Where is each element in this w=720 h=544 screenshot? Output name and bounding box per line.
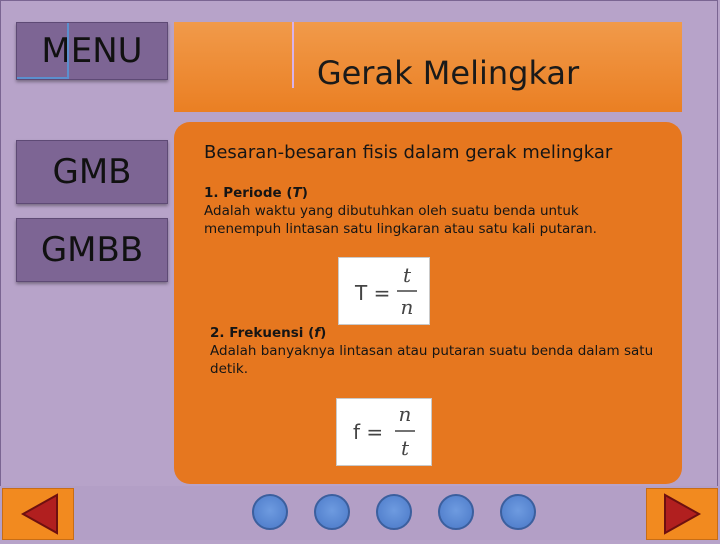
prev-slide-button[interactable] <box>2 488 74 540</box>
content-heading: Besaran-besaran fisis dalam gerak melingkar <box>204 142 613 163</box>
nav-dot-3[interactable] <box>376 494 412 530</box>
nav-dot-4[interactable] <box>438 494 474 530</box>
formula-f-num: n <box>398 402 412 426</box>
frekuensi-close: ) <box>320 325 327 341</box>
bottom-nav-bar <box>0 486 720 540</box>
frekuensi-paragraph <box>210 324 660 378</box>
frekuensi-description: Adalah banyaknya lintasan atau putaran suatu benda dalam satu detik. <box>210 343 654 377</box>
periode-description: Adalah waktu yang dibutuhkan oleh suatu benda untuk menempuh lintasan satu lingkaran atau satu kali putaran. <box>204 203 597 237</box>
menu-corner-decoration <box>17 23 69 79</box>
gmbb-label: GMBB <box>40 230 144 270</box>
periode-label: 1. Periode ( <box>204 185 293 201</box>
periode-close: ) <box>301 185 308 201</box>
frekuensi-label: 2. Frekuensi ( <box>210 325 315 341</box>
nav-dot-5[interactable] <box>500 494 536 530</box>
nav-dot-1[interactable] <box>252 494 288 530</box>
formula-f-den: t <box>400 436 410 460</box>
formula-f-lhs: f = <box>353 420 384 444</box>
gmb-label: GMB <box>52 152 132 192</box>
formula-t-lhs: T = <box>355 281 391 305</box>
formula-frequency-image <box>336 398 432 466</box>
slide-title: Gerak Melingkar <box>316 54 580 92</box>
menu-button[interactable] <box>16 22 168 80</box>
gmbb-button[interactable] <box>16 218 168 282</box>
periode-symbol: T <box>292 185 302 201</box>
triangle-left-icon <box>3 489 73 539</box>
frekuensi-symbol: f <box>314 325 321 341</box>
formula-t-num: t <box>402 263 412 287</box>
triangle-right-icon <box>647 489 717 539</box>
formula-t-den: n <box>400 295 414 319</box>
menu-label: MENU <box>41 31 143 71</box>
title-banner <box>174 22 682 112</box>
periode-paragraph <box>204 184 644 238</box>
nav-dot-2[interactable] <box>314 494 350 530</box>
next-slide-button[interactable] <box>646 488 718 540</box>
formula-period-image <box>338 257 430 325</box>
content-panel <box>174 122 682 484</box>
title-divider <box>292 22 294 88</box>
gmb-button[interactable] <box>16 140 168 204</box>
